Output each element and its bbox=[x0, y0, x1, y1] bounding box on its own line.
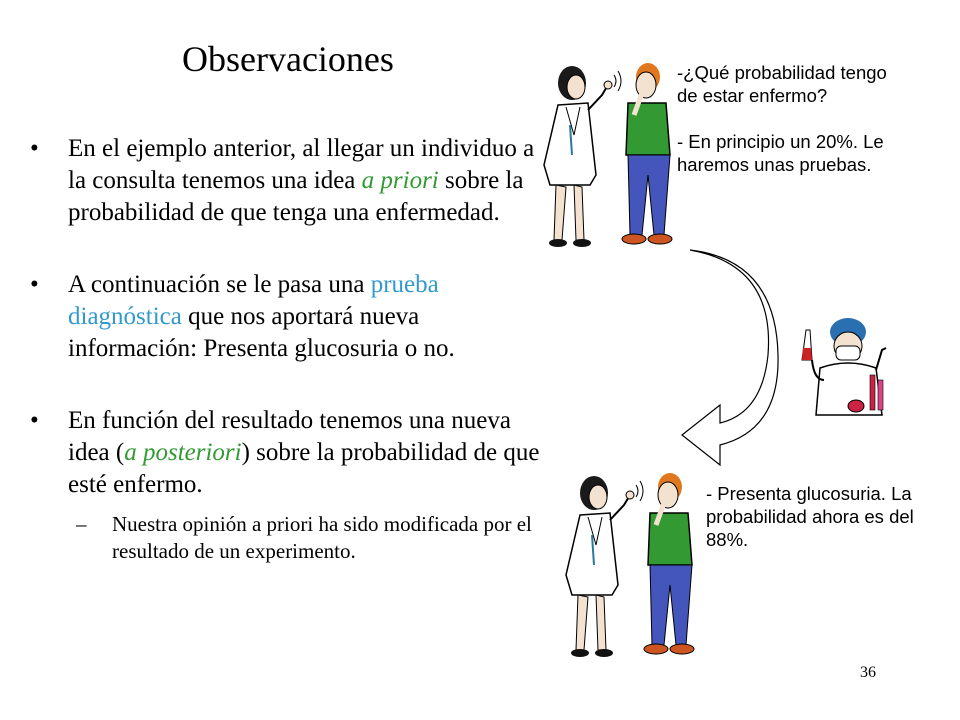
slide-title: Observaciones bbox=[182, 39, 394, 79]
dialog-top bbox=[677, 61, 892, 176]
patient-question: -¿Qué probabilidad tengo de estar enfermo? bbox=[677, 62, 887, 106]
page-number: 36 bbox=[860, 664, 876, 681]
bullet-text: que nos aportará nueva información: Presenta glucosuria o no. bbox=[68, 303, 455, 362]
doctor-patient-illustration-top bbox=[530, 55, 680, 255]
bullet-dot: • bbox=[30, 271, 39, 298]
highlight-term: a posteriori bbox=[124, 439, 242, 466]
doctor-answer: - En principio un 20%. Le haremos unas pruebas. bbox=[677, 131, 884, 175]
bullet-text: ) sobre la probabilidad de que esté enfermo. bbox=[68, 439, 540, 498]
curved-arrow-icon bbox=[680, 245, 780, 480]
bullet-dot: • bbox=[30, 407, 39, 434]
bullet-text: En función del resultado tenemos una nueva idea ( bbox=[68, 407, 511, 466]
sub-bullet-item bbox=[68, 511, 550, 565]
bullet-item-test bbox=[30, 269, 550, 365]
sub-bullet-text: Nuestra opinión a priori ha sido modificada por el resultado de un experimento. bbox=[112, 512, 532, 563]
highlight-term: a priori bbox=[361, 167, 439, 194]
test-result-text: - Presenta glucosuria. La probabilidad ahora es del 88%. bbox=[706, 483, 914, 550]
bullet-dot: • bbox=[30, 135, 39, 162]
bullet-item-prior bbox=[30, 133, 550, 229]
bullet-item-posterior bbox=[30, 405, 550, 565]
bullet-text: sobre la probabilidad de que tenga una enfermedad. bbox=[68, 167, 524, 226]
doctor-patient-illustration-bottom bbox=[552, 465, 702, 665]
sub-bullet-list bbox=[68, 511, 550, 565]
highlight-term: prueba diagnóstica bbox=[68, 271, 439, 330]
sub-bullet-dash: – bbox=[76, 512, 87, 536]
lab-technician-illustration bbox=[790, 310, 900, 420]
bullet-text: A continuación se le pasa una bbox=[68, 271, 371, 298]
bullet-list bbox=[30, 133, 550, 605]
bullet-text: En el ejemplo anterior, al llegar un individuo a la consulta tenemos una idea bbox=[68, 135, 535, 194]
dialog-bottom bbox=[706, 482, 936, 551]
